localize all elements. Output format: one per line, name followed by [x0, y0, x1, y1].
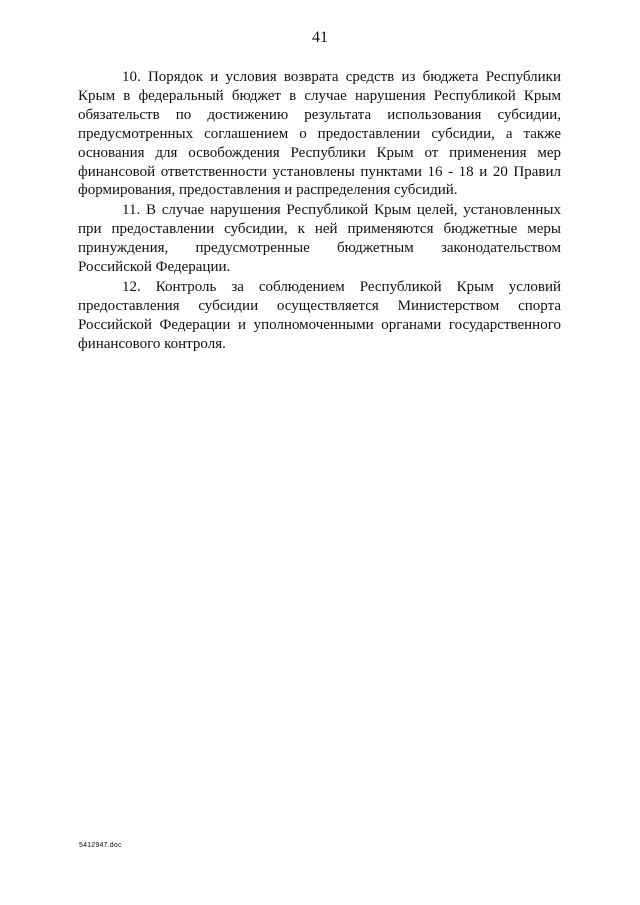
- paragraph-11: 11. В случае нарушения Республикой Крым целей, установленных при предоставлении субсидии, к ней применяются бюджетные меры принуждения, предусмотренные бюджетным законодательством Российской Федерации.: [78, 202, 561, 276]
- paragraph-10: 10. Порядок и условия возврата средств из бюджета Республики Крым в федеральный бюджет в случае нарушения Республикой Крым обязательств по достижению результата использования субсидии, предусмотренных соглашением о предоставлении субсидии, а также основания для освобождения Республики Крым от применения мер финансовой ответственности установлены пунктами 16 - 18 и 20 Правил формирования, предоставления и распределения субсидий.: [78, 69, 561, 199]
- document-body: [78, 68, 561, 355]
- page-number: 41: [312, 29, 328, 46]
- paragraph-12: 12. Контроль за соблюдением Республикой Крым условий предоставления субсидии осуществляется Министерством спорта Российской Федерации и уполномоченными органами государственного финансового контроля.: [78, 278, 561, 352]
- document-file-code: 5412947.doc: [79, 842, 122, 849]
